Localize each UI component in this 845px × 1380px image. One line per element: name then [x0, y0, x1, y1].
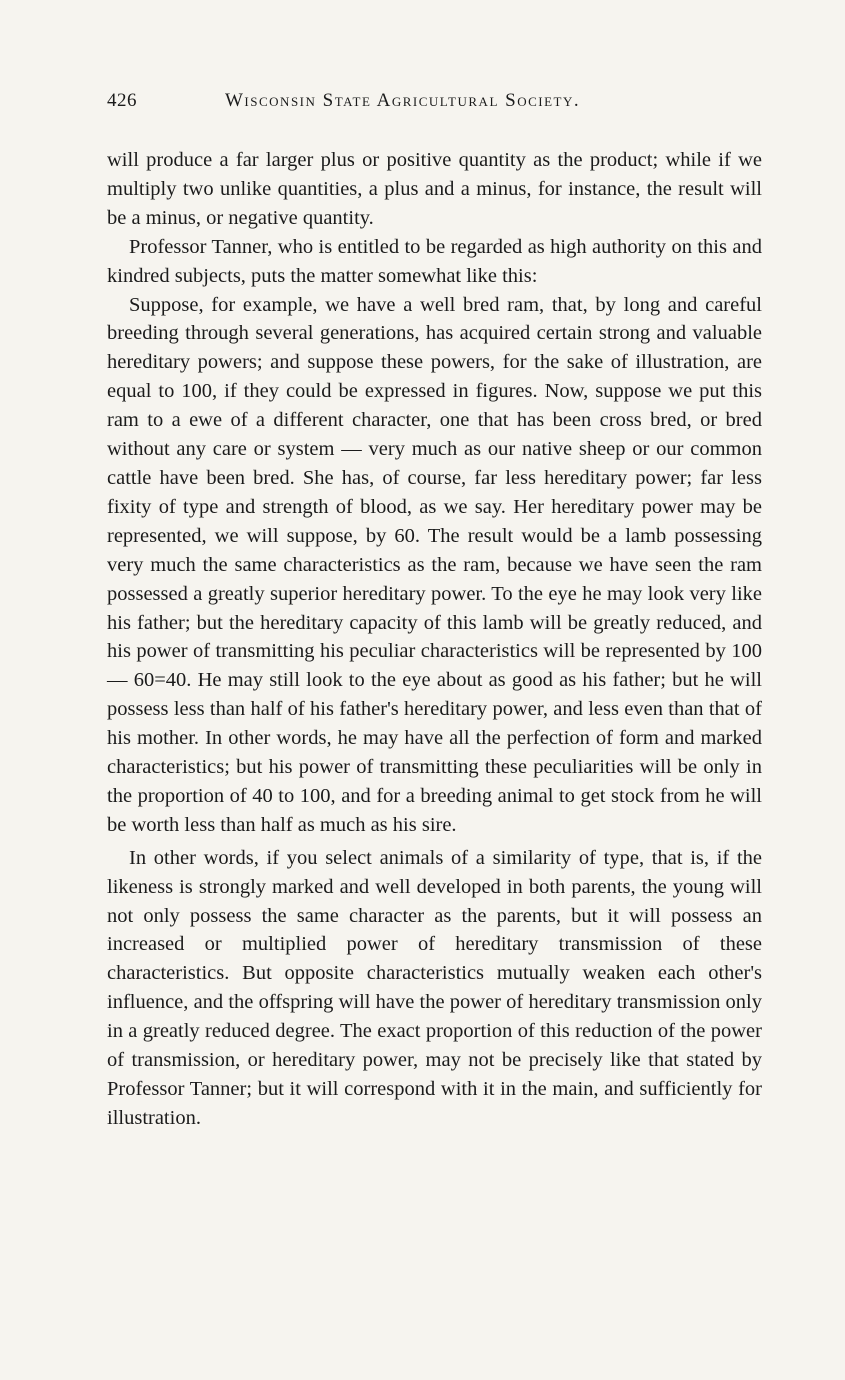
paragraph-continuation: will produce a far larger plus or positive quantity as the product; while if we multiply two unlike quantities, a plus and a minus, for instance, the result will be a minus, or negative quantity. [107, 149, 762, 229]
page-number: 426 [107, 90, 137, 111]
paragraph-similarity-of-type: In other words, if you select animals of a similarity of type, that is, if the likeness is strongly marked and well developed in both parents, the young will not only possess the same character as the parents, but it will possess an increased or multiplied power of hereditary transmission of these characteristics. But opposite characteristics mutually weaken each other's influence, and the offspring will have the power of hereditary transmission only in a greatly reduced degree. The exact proportion of this reduction of the power of transmission, or hereditary power, may not be precisely like that stated by Professor Tanner; but it will correspond with it in the main, and sufficiently for illustration. [107, 846, 762, 1129]
paragraph-professor-tanner: Professor Tanner, who is entitled to be regarded as high authority on this and kindred subjects, puts the matter somewhat like this: [107, 235, 762, 287]
body-text [107, 146, 762, 1133]
running-head: Wisconsin State Agricultural Society. [225, 90, 581, 111]
paragraph-ram-example: Suppose, for example, we have a well bred ram, that, by long and careful breeding through several generations, has acquired certain strong and valuable hereditary powers; and suppose these powers, for the sake of illustration, are equal to 100, if they could be expressed in figures. Now, suppose we put this ram to a ewe of a different character, one that has been cross bred, or bred without any care or system — very much as our native sheep or our common cattle have been bred. She has, of course, far less hereditary power; far less fixity of type and strength of blood, as we say. Her hereditary power may be represented, we will suppose, by 60. The result would be a lamb possessing very much the same characteristics as the ram, because we have seen the ram possessed a greatly superior hereditary power. To the eye he may look very like his father; but the hereditary capacity of this lamb will be greatly reduced, and his power of transmitting his peculiar characteristics will be represented by 100 — 60=40. He may still look to the eye about as good as his father; but he will possess less than half of his father's hereditary power, and less even than that of his mother. In other words, he may have all the perfection of form and marked characteristics; but his power of transmitting these peculiarities will be only in the proportion of 40 to 100, and for a breeding animal to get stock from he will be worth less than half as much as his sire. [107, 293, 762, 836]
page-header [107, 90, 762, 116]
